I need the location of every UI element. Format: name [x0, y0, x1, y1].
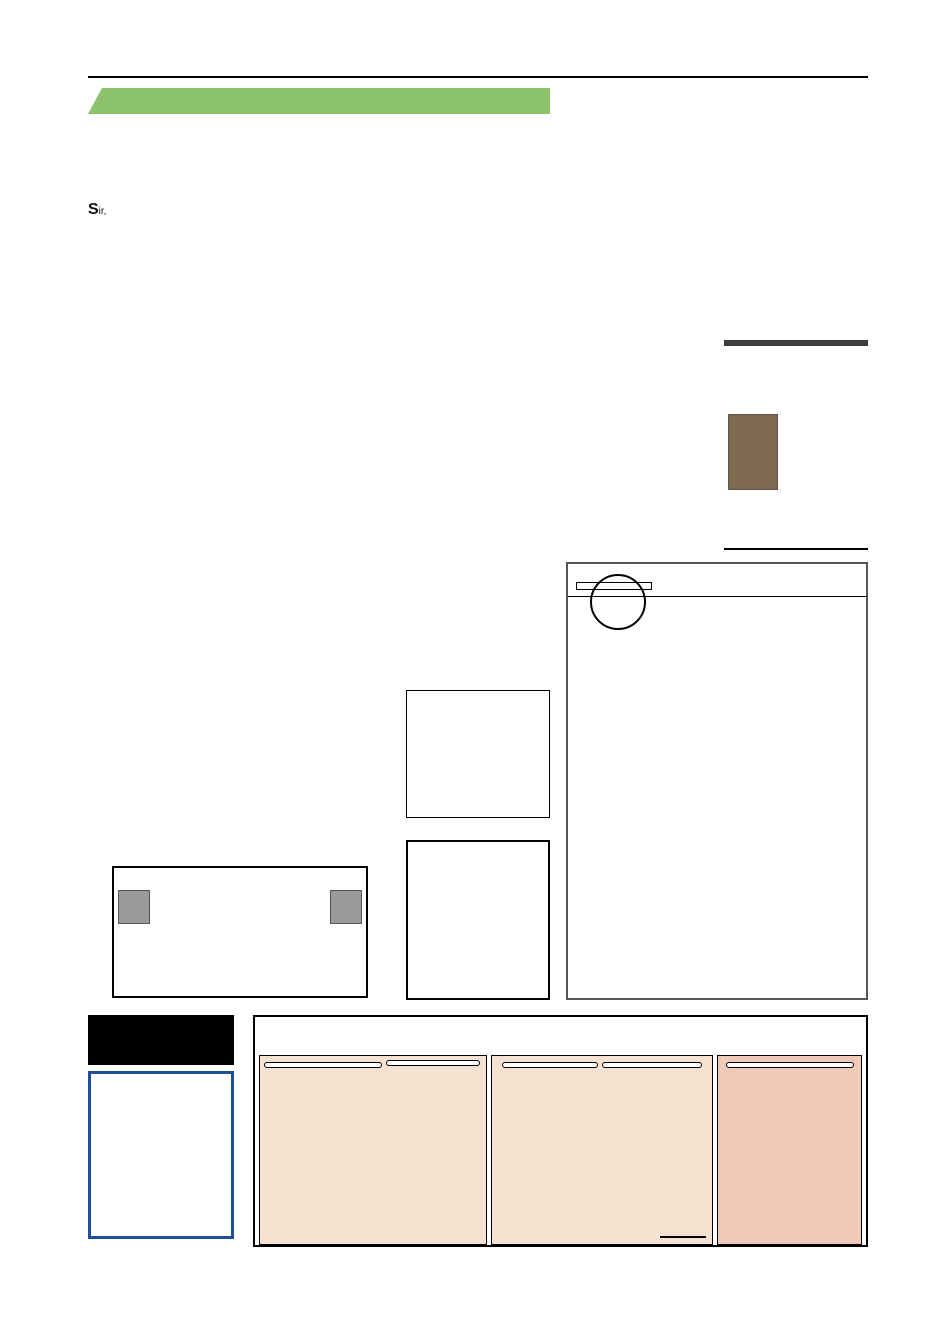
comic-credit: [660, 1236, 706, 1238]
teacher-photo-1: [118, 890, 150, 924]
letter-column-3: [406, 203, 550, 683]
comic-panel-3: [717, 1055, 862, 1245]
tour-ad: [88, 1071, 234, 1239]
page-header: [88, 60, 868, 78]
teacher-photo-2: [330, 890, 362, 924]
corrections-box: [724, 340, 868, 346]
comic-strip: [253, 1015, 868, 1247]
corrections-text-column: [734, 388, 868, 544]
puc-line-1: [408, 842, 548, 846]
speech-bubble-1: [264, 1062, 382, 1068]
admission-column-1: [566, 120, 710, 544]
speech-bubble-4: [602, 1062, 702, 1068]
letter-column-1: Sir,: [88, 203, 107, 218]
corrections-divider: [724, 548, 868, 550]
comic-panel-2: [491, 1055, 713, 1245]
crash-course-ad: [112, 866, 368, 998]
puc-ad: [406, 840, 550, 1000]
section-banner: [88, 88, 550, 114]
comic-panel-1: [259, 1055, 487, 1245]
speech-bubble-5: [726, 1062, 854, 1068]
muda-ad: [406, 690, 550, 818]
speech-bubble-3: [502, 1062, 598, 1068]
letter-column-2: [248, 203, 392, 823]
admission-column-2: [724, 120, 868, 334]
gems-school-ad: [566, 562, 868, 1000]
speech-bubble-2: [386, 1060, 480, 1066]
corrections-title: [724, 340, 868, 346]
advertise-box: [88, 1015, 234, 1065]
gems-logo-icon: [590, 574, 646, 630]
